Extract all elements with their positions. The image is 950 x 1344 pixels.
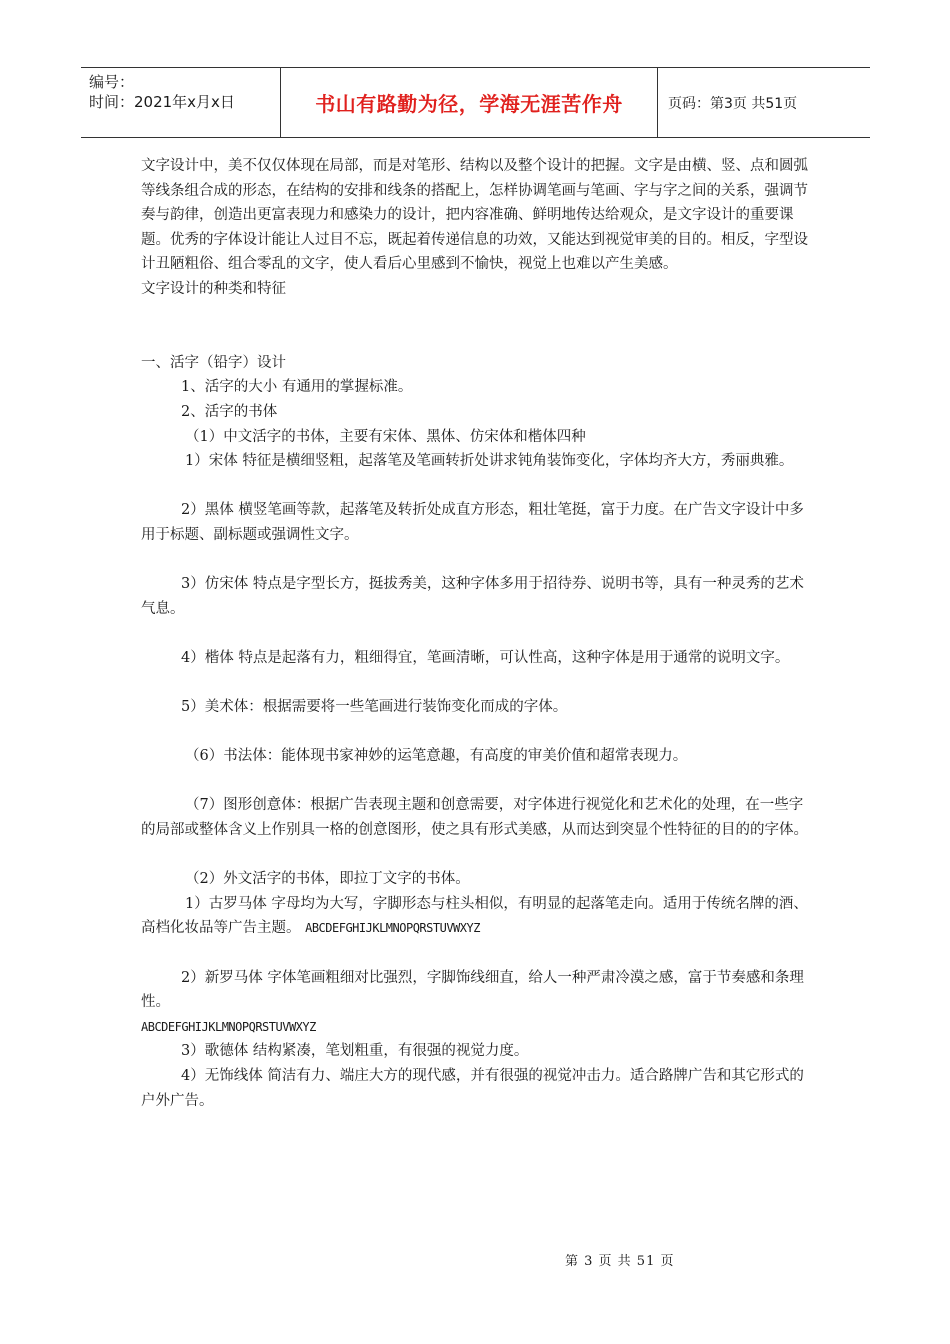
paragraph-intro: 文字设计中，美不仅仅体现在局部，而是对笔形、结构以及整个设计的把握。文字是由横、竖、点和圆弧等线条组合成的形态，在结构的安排和线条的搭配上，怎样协调笔画与笔画、字与字之间的关系，强调节奏与韵律，创造出更富表现力和感染力的设计，把内容准确、鲜明地传达给观众，是文字设计的重要课题。优秀的字体设计能让人过目不忘，既起着传递信息的功效，又能达到视觉审美的目的。相反，字型设计丑陋粗俗、组合零乱的文字，使人看后心里感到不愉快，视觉上也难以产生美感。 bbox=[141, 158, 808, 273]
time-label: 时间：2021年x月x日 bbox=[89, 93, 235, 111]
old-roman-alphabet: ABCDEFGHIJKLMNOPQRSTUVWXYZ bbox=[305, 921, 480, 936]
item-new-roman: 2）新罗马体 字体笔画粗细对比强烈，字脚饰线细直，给人一种严肃冷漠之感，富于节奏感和条理性。 bbox=[141, 969, 804, 1011]
item-size: 1、活字的大小 有通用的掌握标准。 bbox=[181, 379, 413, 396]
item-old-roman bbox=[141, 892, 811, 941]
header-page-info: 页码：第3页 共51页 bbox=[668, 95, 798, 112]
item-gothic: 3）歌德体 结构紧凑，笔划粗重，有很强的视觉力度。 bbox=[181, 1043, 529, 1060]
item-chinese-typefaces: （1）中文活字的书体，主要有宋体、黑体、仿宋体和楷体四种 bbox=[185, 428, 586, 445]
item-kai: 4）楷体 特点是起落有力，粗细得宜，笔画清晰，可认性高，这种字体是用于通常的说明文字。 bbox=[181, 649, 790, 666]
header-motto: 书山有路勤为径，学海无涯苦作舟 bbox=[281, 68, 658, 137]
old-roman-text: 1）古罗马体 字母均为大写，字脚形态与柱头相似，有明显的起落笔走向。适用于传统名牌的酒、高档化妆品等广告主题。 bbox=[141, 895, 808, 937]
section-title: 一、活字（铅字）设计 bbox=[141, 354, 286, 371]
header-meta bbox=[81, 68, 281, 137]
item-song: 1）宋体 特征是横细竖粗，起落笔及笔画转折处讲求钝角装饰变化，字体均齐大方，秀丽典雅。 bbox=[185, 453, 794, 470]
item-art: 5）美术体：根据需要将一些笔画进行装饰变化而成的字体。 bbox=[181, 699, 568, 716]
number-label: 编号： bbox=[89, 73, 135, 91]
page-footer: 第 3 页 共 51 页 bbox=[565, 1254, 675, 1269]
item-calligraphy: （6）书法体：能体现书家神妙的运笔意趣，有高度的审美价值和超常表现力。 bbox=[185, 748, 688, 765]
item-sans-serif: 4）无饰线体 简洁有力、端庄大方的现代感，并有很强的视觉冲击力。适合路牌广告和其它形式的户外广告。 bbox=[141, 1067, 804, 1109]
new-roman-alphabet: ABCDEFGHIJKLMNOPQRSTUVWXYZ bbox=[141, 1019, 316, 1034]
item-graphic: （7）图形创意体：根据广告表现主题和创意需要，对字体进行视觉化和艺术化的处理，在一些字的局部或整体含义上作别具一格的创意图形，使之具有形式美感，从而达到突显个性特征的目的的字体。 bbox=[141, 797, 808, 839]
item-typeface: 2、活字的书体 bbox=[181, 403, 278, 420]
item-latin-typefaces: （2）外文活字的书体，即拉丁文字的书体。 bbox=[185, 871, 470, 888]
section-heading: 文字设计的种类和特征 bbox=[141, 280, 286, 297]
item-hei: 2）黑体 横竖笔画等款，起落笔及转折处成直方形态，粗壮笔挺，富于力度。在广告文字设计中多用于标题、副标题或强调性文字。 bbox=[141, 502, 804, 543]
document-body bbox=[141, 154, 811, 1113]
header-table bbox=[81, 67, 870, 138]
item-fangsong: 3）仿宋体 特点是字型长方，挺拔秀美，这种字体多用于招待券、说明书等，具有一种灵秀的艺术气息。 bbox=[141, 576, 804, 617]
